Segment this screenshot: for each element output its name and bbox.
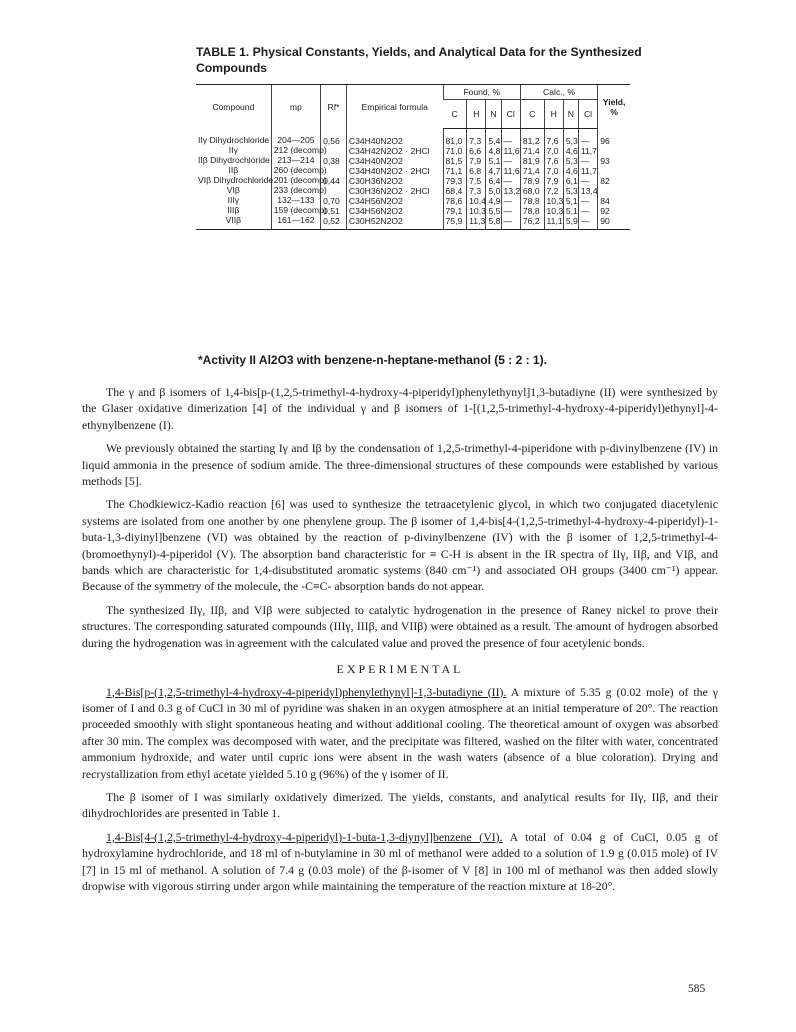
cell-calc-c: 81,9 (520, 156, 544, 166)
cell-mp: 132—133 (271, 196, 320, 206)
cell-yield: 84 (598, 196, 630, 206)
cell-calc-cl: 13,4 (578, 186, 597, 196)
cell-compound: IIβ Dihydrochloride (198, 155, 270, 165)
paragraph: The γ and β isomers of 1,4-bis[p-(1,2,5-trimethyl-4-hydroxy-4-piperidyl)phenylethynyl]1,3-butadiyne (II) were synthesized by the Glaser oxidative dimerization [4] of the individual γ and β isomers of 1-[(1,2,5-trimethyl-4-hydroxy-4-piperidyl)ethynyl]-4-ethynylbenzene (I). (82, 385, 718, 432)
cell-calc-h: 7,0 (544, 166, 563, 176)
cell-found-c: 78,6 (443, 196, 467, 206)
cell-formula: C34H42N2O2 · 2HCl (346, 146, 443, 156)
cell-compound: IIIβ (227, 205, 240, 215)
cell-found-h: 11,3 (467, 216, 486, 230)
cell-found-h: 7,3 (467, 186, 486, 196)
cell-calc-h: 7,2 (544, 186, 563, 196)
header-calc-cl: Cl (578, 100, 597, 129)
header-yield: Yield, % (598, 85, 630, 129)
header-found: Found, % (443, 85, 520, 100)
cell-compound: VIIβ (196, 216, 271, 230)
cell-formula: C30H36N2O2 (346, 176, 443, 186)
cell-calc-n: 6,1 (563, 176, 578, 186)
cell-calc-n: 4,6 (563, 146, 578, 156)
cell-found-h: 7,9 (467, 156, 486, 166)
cell-calc-c: 71,4 (520, 166, 544, 176)
cell-mp: 204—205 (271, 129, 320, 147)
table-row (196, 196, 630, 206)
cell-found-h: 10,4 (467, 196, 486, 206)
cell-calc-h: 7,6 (544, 129, 563, 147)
cell-calc-c: 78,8 (520, 196, 544, 206)
cell-found-n: 4,8 (486, 146, 501, 156)
cell-formula: C34H40N2O2 (346, 129, 443, 147)
cell-calc-h: 7,9 (544, 176, 563, 186)
cell-mp: 161—162 (271, 216, 320, 230)
cell-calc-n: 5,3 (563, 156, 578, 166)
cell-found-c: 79,3 (443, 176, 467, 186)
cell-formula: C34H56N2O2 (346, 206, 443, 216)
cell-yield: 93 (598, 156, 630, 166)
cell-formula: C34H56N2O2 (346, 196, 443, 206)
cell-calc-cl: — (578, 156, 597, 166)
cell-found-n: 5,5 (486, 206, 501, 216)
cell-found-c: 79,1 (443, 206, 467, 216)
cell-calc-cl: — (578, 129, 597, 147)
cell-found-cl: 11,6 (501, 166, 520, 176)
cell-yield (598, 186, 630, 196)
cell-compound: VIβ (226, 185, 240, 195)
cell-calc-c: 81,2 (520, 129, 544, 147)
header-rf: Rf* (321, 85, 347, 129)
cell-compound: IIβ (228, 165, 239, 175)
cell-found-n: 5,1 (486, 156, 501, 166)
cell-found-cl: 13,2 (501, 186, 520, 196)
cell-calc-cl: — (578, 206, 597, 216)
cell-calc-cl: 11,7 (578, 166, 597, 176)
cell-yield (598, 146, 630, 156)
page-number: 585 (688, 983, 706, 995)
cell-found-c: 71,0 (443, 146, 467, 156)
section-heading-experimental: EXPERIMENTAL (336, 662, 464, 677)
cell-found-c: 71,1 (443, 166, 467, 176)
header-mp: mp (271, 85, 320, 129)
experimental-paragraph: The β isomer of I was similarly oxidatively dimerized. The yields, constants, and analytical results for IIγ, IIβ, and their dihydrochlorides are presented in Table 1. (82, 789, 718, 821)
cell-mp: 159 (decomp) (271, 206, 320, 216)
cell-calc-cl: 11,7 (578, 146, 597, 156)
table-body (196, 129, 630, 230)
table-row (196, 176, 630, 186)
header-calc: Calc., % (520, 85, 597, 100)
table-row (196, 186, 630, 196)
cell-found-h: 6,6 (467, 146, 486, 156)
paragraph: The Chodkiewicz-Kadio reaction [6] was used to synthesize the tetraacetylenic glycol, in which two conjugated diacetylenic systems are isolated from one another by one phenylene group. The β isomer of 1,4-bis[4-(1,2,5-trimethyl-4-hydroxy-4-piperidyl)-1-buta-1,3-diyinyl]benzene (VI) was obtained by the reaction of p-divinylbenzene (IV) with the β isomer of 1,2,5-trimethyl-4-(bromoethynyl)-4-piperidol (V). The absorption band characteristic for ≡ C-H is absent in the IR spectra of IIγ, IIβ, and VIβ, and bands which are characteristic for 1,4-disubstituted aromatic systems (840 cm⁻¹) and associated OH groups (3400 cm⁻¹) appear. Because of the symmetry of the molecule, the -C≡C- absorption bands do not appear. (82, 497, 718, 594)
cell-found-cl: 11,6 (501, 146, 520, 156)
cell-yield: 96 (598, 129, 630, 147)
cell-rf: 0,52 (321, 216, 347, 230)
header-found-cl: Cl (501, 100, 520, 129)
cell-calc-n: 5,3 (563, 186, 578, 196)
cell-found-c: 75,9 (443, 216, 467, 230)
compound-title: 1,4-Bis[p-(1,2,5-trimethyl-4-hydroxy-4-piperidyl)phenylethynyl]-1,3-butadiyne (II). (106, 684, 507, 699)
table-footnote: *Activity II Al2O3 with benzene-n-heptane-methanol (5 : 2 : 1). (198, 353, 547, 367)
cell-found-h: 7,5 (467, 176, 486, 186)
cell-yield: 90 (598, 216, 630, 230)
cell-rf: 0,56 (321, 129, 347, 147)
cell-calc-c: 78,9 (520, 176, 544, 186)
cell-calc-c: 71,4 (520, 146, 544, 156)
cell-formula: C34H40N2O2 (346, 156, 443, 166)
cell-found-n: 5,4 (486, 129, 501, 147)
cell-mp: 233 (decomp) (271, 186, 320, 196)
cell-calc-n: 5,3 (563, 129, 578, 147)
cell-found-n: 5,0 (486, 186, 501, 196)
table-row (196, 216, 630, 230)
experimental-paragraph (82, 829, 718, 895)
header-formula: Empirical formula (346, 85, 443, 129)
cell-found-cl: — (501, 176, 520, 186)
cell-calc-n: 5,9 (563, 216, 578, 230)
cell-yield: 82 (598, 176, 630, 186)
cell-compound: IIIγ (227, 195, 240, 205)
cell-found-cl: — (501, 196, 520, 206)
cell-rf: 0,38 (321, 156, 347, 166)
cell-calc-n: 4,6 (563, 166, 578, 176)
cell-formula: C30H52N2O2 (346, 216, 443, 230)
header-compound: Compound (196, 85, 271, 129)
cell-found-cl: — (501, 129, 520, 147)
cell-formula: C34H40N2O2 · 2HCl (346, 166, 443, 176)
cell-compound: IIγ (228, 145, 238, 155)
cell-calc-h: 11,1 (544, 216, 563, 230)
cell-compound: IIγ Dihydrochloride (198, 134, 270, 145)
cell-calc-n: 5,1 (563, 206, 578, 216)
cell-found-c: 81,5 (443, 156, 467, 166)
header-calc-n: N (563, 100, 578, 129)
cell-found-n: 5,8 (486, 216, 501, 230)
cell-rf: 0,51 (321, 206, 347, 216)
body-text (82, 384, 718, 901)
cell-mp: 212 (decomp) (271, 146, 320, 156)
cell-yield (598, 166, 630, 176)
cell-calc-c: 76,2 (520, 216, 544, 230)
cell-calc-h: 10,3 (544, 196, 563, 206)
cell-yield: 92 (598, 206, 630, 216)
table-row (196, 156, 630, 166)
cell-found-cl: — (501, 156, 520, 166)
data-table (196, 84, 630, 230)
cell-rf: 0,70 (321, 196, 347, 206)
table-row (196, 206, 630, 216)
cell-formula: C30H36N2O2 · 2HCl (346, 186, 443, 196)
cell-calc-h: 7,6 (544, 156, 563, 166)
paragraph-body: A total of 0.04 g of CuCl, 0.05 g of hydroxylamine hydrochloride, and 18 ml of n-butylamine in 30 ml of methanol were added to a solution of 1.9 g (0.015 mole) of IV [7] in 15 ml of methanol. A solution of 7.4 g (0.03 mole) of the β-isomer of V [8] in 100 ml of methanol was then added slowly dropwise with vigorous stirring under argon while maintaining the temperature of the reaction mixture at 18-20°. (82, 829, 718, 893)
cell-calc-c: 68,0 (520, 186, 544, 196)
paragraph-body: A mixture of 5.35 g (0.02 mole) of the γ isomer of I and 0.3 g of CuCl in 30 ml of pyridine was shaken in an oxygen atmosphere at an initial temperature of 20°. The reaction proceeded smoothly with slight spontaneous heating and without additional cooling. The theoretical amount of oxygen was absorbed after 30 min. The complex was decomposed with water, and the precipitate was filtered, washed on the filter with water, concentrated ammonium hydroxide, and water until cupric ions were absent in the wash waters (absence of a blue coloration). Drying and recrystallization from ethyl acetate yielded 5.10 g (96%) of the γ isomer of II. (82, 684, 718, 781)
cell-found-c: 68,4 (443, 186, 467, 196)
cell-calc-c: 78,8 (520, 206, 544, 216)
table-caption: TABLE 1. Physical Constants, Yields, and Analytical Data for the Synthesized Compounds (196, 45, 642, 75)
cell-calc-cl: — (578, 196, 597, 206)
cell-compound: VIβ Dihydrochloride (198, 175, 274, 185)
table-row (196, 129, 630, 147)
cell-found-n: 6,4 (486, 176, 501, 186)
cell-calc-cl: — (578, 176, 597, 186)
cell-found-h: 6,8 (467, 166, 486, 176)
cell-calc-h: 10,3 (544, 206, 563, 216)
cell-found-n: 4,9 (486, 196, 501, 206)
paragraph: The synthesized IIγ, IIβ, and VIβ were subjected to catalytic hydrogenation in the presence of Raney nickel to prove their structures. The corresponding saturated compounds (IIIγ, IIIβ, and VIIβ) were obtained as a result. The amount of hydrogen absorbed during the hydrogenation was in agreement with the calculated value and proved the presence of four acetylenic bonds. (82, 602, 718, 650)
cell-found-c: 81,0 (443, 129, 467, 147)
cell-mp: 260 (decomp) (271, 166, 320, 176)
cell-found-n: 4,7 (486, 166, 501, 176)
cell-found-h: 7,3 (467, 129, 486, 147)
header-found-c: C (443, 100, 467, 129)
header-found-n: N (486, 100, 501, 129)
header-calc-c: C (520, 100, 544, 129)
header-found-h: H (467, 100, 486, 129)
cell-found-cl: — (501, 206, 520, 216)
cell-calc-n: 5,1 (563, 196, 578, 206)
header-calc-h: H (544, 100, 563, 129)
cell-mp: 201 (decomp) (271, 176, 320, 186)
cell-calc-cl: — (578, 216, 597, 230)
compound-title: 1,4-Bis[4-(1,2,5-trimethyl-4-hydroxy-4-piperidyl)-1-buta-1,3-diynyl]benzene (VI). (106, 829, 503, 844)
cell-found-h: 10,3 (467, 206, 486, 216)
experimental-paragraph (82, 684, 718, 782)
cell-found-cl: — (501, 216, 520, 230)
paragraph: We previously obtained the starting Iγ and Iβ by the condensation of 1,2,5-trimethyl-4-piperidone with p-divinylbenzene (IV) in liquid ammonia in the presence of sodium amide. The three-dimensional structures of these compounds were established by various methods [5]. (82, 441, 718, 489)
cell-mp: 213—214 (271, 156, 320, 166)
cell-calc-h: 7,0 (544, 146, 563, 156)
cell-rf: 0,44 (321, 176, 347, 186)
